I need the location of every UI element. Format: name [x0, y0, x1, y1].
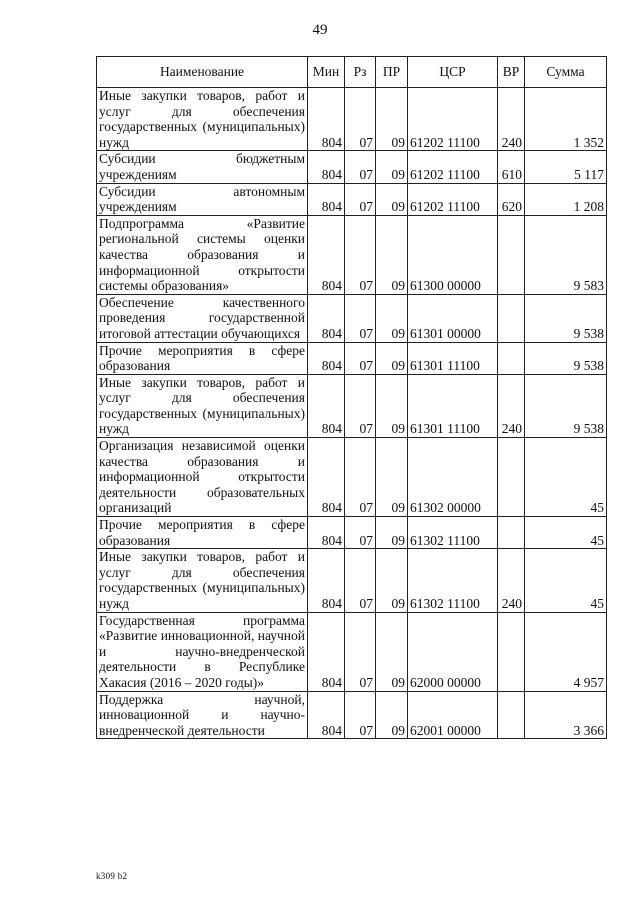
cell-min: 804 [308, 438, 345, 517]
cell-vr [498, 215, 525, 294]
table-row [97, 151, 607, 183]
cell-vr [498, 294, 525, 342]
cell-pr: 09 [376, 88, 408, 151]
cell-sum: 1 208 [525, 183, 607, 215]
table-row [97, 374, 607, 437]
table-row [97, 517, 607, 549]
cell-rz: 07 [345, 549, 376, 612]
table-row [97, 294, 607, 342]
cell-min: 804 [308, 215, 345, 294]
cell-name: Обеспечение качественного проведения государственной итоговой аттестации обучающихся [97, 294, 308, 342]
cell-pr: 09 [376, 517, 408, 549]
header-sum: Сумма [525, 57, 607, 88]
cell-min: 804 [308, 183, 345, 215]
cell-csr: 61301 11100 [408, 374, 498, 437]
cell-sum: 9 538 [525, 342, 607, 374]
cell-csr: 61202 11100 [408, 88, 498, 151]
cell-csr: 61202 11100 [408, 183, 498, 215]
cell-rz: 07 [345, 294, 376, 342]
cell-rz: 07 [345, 183, 376, 215]
cell-name: Субсидии бюджетным учреждениям [97, 151, 308, 183]
cell-sum: 45 [525, 517, 607, 549]
cell-vr [498, 438, 525, 517]
cell-rz: 07 [345, 151, 376, 183]
cell-vr: 240 [498, 88, 525, 151]
cell-min: 804 [308, 374, 345, 437]
cell-name: Поддержка научной, инновационной и научно-внедренческой деятельности [97, 691, 308, 739]
cell-rz: 07 [345, 612, 376, 691]
cell-vr: 240 [498, 549, 525, 612]
header-min: Мин [308, 57, 345, 88]
cell-sum: 1 352 [525, 88, 607, 151]
header-pr: ПР [376, 57, 408, 88]
cell-min: 804 [308, 691, 345, 739]
cell-vr [498, 517, 525, 549]
cell-name: Прочие мероприятия в сфере образования [97, 517, 308, 549]
cell-sum: 4 957 [525, 612, 607, 691]
cell-csr: 62000 00000 [408, 612, 498, 691]
cell-vr [498, 342, 525, 374]
header-csr: ЦСР [408, 57, 498, 88]
cell-sum: 9 583 [525, 215, 607, 294]
cell-rz: 07 [345, 215, 376, 294]
table-row [97, 183, 607, 215]
cell-sum: 9 538 [525, 294, 607, 342]
table-header-row [97, 57, 607, 88]
table-row [97, 549, 607, 612]
cell-csr: 61301 11100 [408, 342, 498, 374]
cell-sum: 9 538 [525, 374, 607, 437]
cell-sum: 45 [525, 549, 607, 612]
cell-pr: 09 [376, 612, 408, 691]
cell-min: 804 [308, 517, 345, 549]
cell-csr: 61302 11100 [408, 549, 498, 612]
cell-name: Иные закупки товаров, работ и услуг для обеспечения государственных (муниципальных) нужд [97, 88, 308, 151]
cell-rz: 07 [345, 691, 376, 739]
cell-pr: 09 [376, 215, 408, 294]
cell-csr: 61302 11100 [408, 517, 498, 549]
cell-pr: 09 [376, 691, 408, 739]
cell-csr: 61301 00000 [408, 294, 498, 342]
cell-pr: 09 [376, 342, 408, 374]
cell-name: Субсидии автономным учреждениям [97, 183, 308, 215]
header-name: Наименование [97, 57, 308, 88]
cell-sum: 3 366 [525, 691, 607, 739]
cell-name: Организация независимой оценки качества образования и информационной открытости деятельности образовательных организаций [97, 438, 308, 517]
cell-min: 804 [308, 294, 345, 342]
cell-rz: 07 [345, 88, 376, 151]
cell-min: 804 [308, 88, 345, 151]
cell-name: Подпрограмма «Развитие региональной системы оценки качества образования и информационной открытости системы образования» [97, 215, 308, 294]
cell-csr: 61300 00000 [408, 215, 498, 294]
cell-sum: 5 117 [525, 151, 607, 183]
cell-vr: 620 [498, 183, 525, 215]
cell-pr: 09 [376, 294, 408, 342]
cell-sum: 45 [525, 438, 607, 517]
cell-pr: 09 [376, 151, 408, 183]
cell-pr: 09 [376, 549, 408, 612]
table-row [97, 215, 607, 294]
cell-pr: 09 [376, 374, 408, 437]
table-row [97, 691, 607, 739]
header-vr: ВР [498, 57, 525, 88]
table-row [97, 342, 607, 374]
cell-csr: 61302 00000 [408, 438, 498, 517]
cell-pr: 09 [376, 183, 408, 215]
cell-min: 804 [308, 151, 345, 183]
cell-vr [498, 691, 525, 739]
footer-code: k309 b2 [96, 871, 128, 881]
page-number: 49 [312, 22, 328, 38]
table-row [97, 612, 607, 691]
cell-rz: 07 [345, 438, 376, 517]
cell-rz: 07 [345, 374, 376, 437]
cell-pr: 09 [376, 438, 408, 517]
cell-vr: 610 [498, 151, 525, 183]
cell-min: 804 [308, 342, 345, 374]
cell-vr: 240 [498, 374, 525, 437]
cell-rz: 07 [345, 342, 376, 374]
cell-name: Иные закупки товаров, работ и услуг для обеспечения государственных (муниципальных) нужд [97, 549, 308, 612]
cell-name: Иные закупки товаров, работ и услуг для обеспечения государственных (муниципальных) нужд [97, 374, 308, 437]
table-row [97, 88, 607, 151]
cell-vr [498, 612, 525, 691]
budget-table [96, 56, 607, 739]
header-rz: Рз [345, 57, 376, 88]
cell-csr: 62001 00000 [408, 691, 498, 739]
cell-rz: 07 [345, 517, 376, 549]
cell-min: 804 [308, 612, 345, 691]
cell-name: Прочие мероприятия в сфере образования [97, 342, 308, 374]
cell-min: 804 [308, 549, 345, 612]
table-row [97, 438, 607, 517]
cell-name: Государственная программа «Развитие инновационной, научной и научно-внедренческой деятельности в Республике Хакасия (2016 – 2020 годы)» [97, 612, 308, 691]
cell-csr: 61202 11100 [408, 151, 498, 183]
